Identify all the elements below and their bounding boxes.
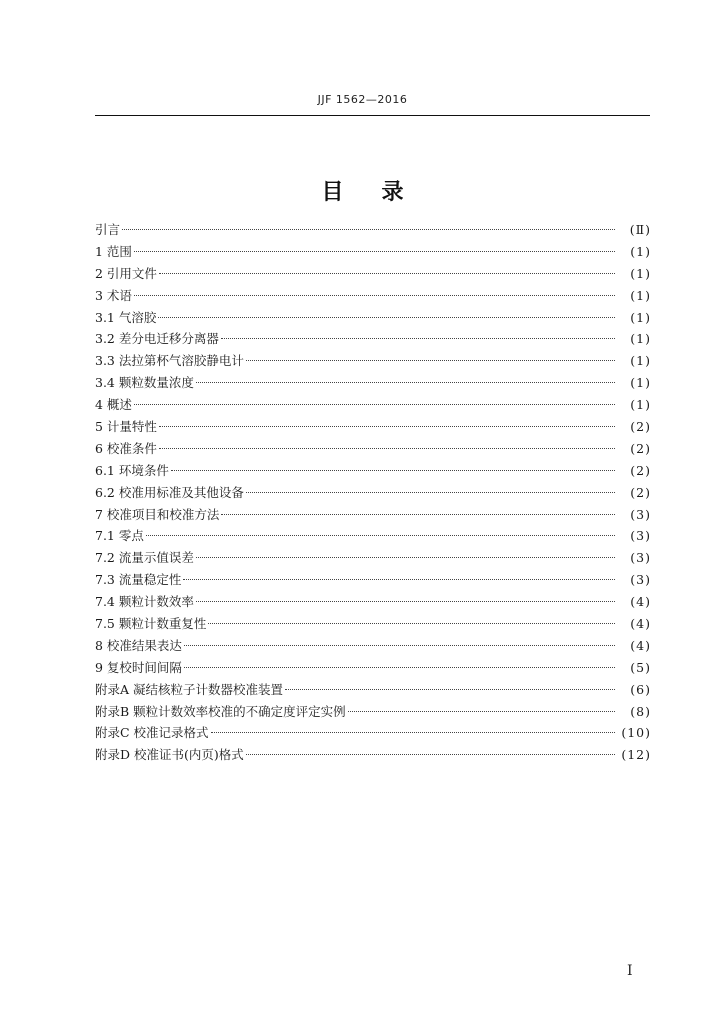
toc-entry-label: 7.5 颗粒计数重复性	[95, 616, 207, 632]
toc-entry	[95, 679, 651, 701]
toc-entry	[95, 504, 651, 526]
toc-entry	[95, 350, 651, 372]
toc-dot-leader	[208, 623, 615, 624]
toc-entry-label: 6.1 环境条件	[95, 462, 169, 478]
toc-entry-label: 3.1 气溶胶	[95, 309, 157, 325]
toc-entry-label: 附录B 颗粒计数效率校准的不确定度评定实例	[95, 703, 346, 719]
toc-entry-label: 7.3 流量稳定性	[95, 572, 182, 588]
toc-entry	[95, 657, 651, 679]
toc-entry	[95, 438, 651, 460]
toc-entry-page: (3)	[630, 506, 651, 522]
toc-dot-leader	[159, 448, 615, 449]
toc-dot-leader	[184, 667, 615, 668]
toc-entry-label: 附录A 凝结核粒子计数器校准装置	[95, 681, 284, 697]
toc-entry	[95, 460, 651, 482]
toc-dot-leader	[146, 535, 615, 536]
toc-dot-leader	[246, 492, 615, 493]
toc-dot-leader	[196, 557, 615, 558]
toc-entry-page: (6)	[630, 681, 651, 697]
toc-dot-leader	[122, 229, 615, 230]
toc-entry	[95, 219, 651, 241]
toc-entry	[95, 285, 651, 307]
toc-dot-leader	[158, 317, 615, 318]
toc-list	[95, 219, 651, 766]
toc-entry-label: 7.1 零点	[95, 528, 144, 544]
toc-entry-label: 6.2 校准用标准及其他设备	[95, 484, 244, 500]
toc-entry	[95, 591, 651, 613]
toc-entry-page: (1)	[630, 287, 651, 303]
toc-dot-leader	[246, 360, 615, 361]
toc-entry-page: (8)	[630, 703, 651, 719]
toc-entry	[95, 263, 651, 285]
toc-entry-page: (3)	[630, 528, 651, 544]
toc-dot-leader	[221, 338, 615, 339]
toc-dot-leader	[171, 470, 615, 471]
toc-entry-page: (1)	[630, 397, 651, 413]
toc-title: 目录	[321, 180, 442, 205]
toc-entry-page: (1)	[630, 243, 651, 259]
toc-entry-label: 3 术语	[95, 287, 132, 303]
toc-entry	[95, 635, 651, 657]
toc-entry-label: 引言	[95, 222, 121, 237]
toc-dot-leader	[159, 273, 615, 274]
toc-entry-label: 9 复校时间间隔	[95, 659, 182, 675]
toc-dot-leader	[134, 295, 615, 296]
toc-entry-page: (4)	[630, 637, 651, 653]
toc-entry-label: 5 计量特性	[95, 419, 157, 435]
toc-dot-leader	[134, 251, 615, 252]
toc-entry	[95, 525, 651, 547]
toc-entry	[95, 744, 651, 766]
toc-entry-page: (2)	[630, 484, 651, 500]
toc-entry-label: 1 范围	[95, 243, 132, 259]
toc-dot-leader	[184, 645, 615, 646]
toc-dot-leader	[221, 514, 615, 515]
toc-entry-page: (5)	[630, 659, 651, 675]
toc-entry-label: 3.4 颗粒数量浓度	[95, 375, 194, 391]
toc-entry	[95, 394, 651, 416]
toc-entry-page: (4)	[630, 616, 651, 632]
toc-entry-page: (1)	[630, 309, 651, 325]
toc-dot-leader	[246, 754, 615, 755]
toc-entry	[95, 241, 651, 263]
toc-entry-page: (1)	[630, 375, 651, 391]
toc-entry	[95, 569, 651, 591]
toc-entry-page: (4)	[630, 594, 651, 610]
toc-entry-label: 8 校准结果表达	[95, 637, 182, 653]
toc-entry-label: 附录D 校准证书(内页)格式	[95, 747, 244, 763]
toc-entry-label: 3.3 法拉第杯气溶胶静电计	[95, 353, 244, 369]
toc-entry-page: (3)	[630, 550, 651, 566]
toc-entry-label: 7.4 颗粒计数效率	[95, 594, 194, 610]
toc-dot-leader	[134, 404, 615, 405]
toc-entry-label: 7.2 流量示值误差	[95, 550, 194, 566]
toc-dot-leader	[348, 711, 615, 712]
toc-entry-page: (1)	[630, 353, 651, 369]
toc-entry-page: (3)	[630, 572, 651, 588]
toc-entry-page: (12)	[621, 747, 651, 763]
toc-entry-label: 2 引用文件	[95, 265, 157, 281]
toc-entry-page: (2)	[630, 462, 651, 478]
toc-entry-page: (Ⅱ)	[629, 222, 651, 237]
toc-dot-leader	[183, 579, 615, 580]
standard-code-header: JJF 1562—2016	[317, 93, 408, 106]
toc-dot-leader	[211, 732, 615, 733]
toc-entry	[95, 328, 651, 350]
toc-entry-label: 3.2 差分电迁移分离器	[95, 331, 219, 347]
toc-entry-label: 6 校准条件	[95, 440, 157, 456]
toc-entry	[95, 701, 651, 723]
toc-entry-label: 附录C 校准记录格式	[95, 725, 209, 741]
toc-dot-leader	[285, 689, 615, 690]
toc-entry-page: (2)	[630, 419, 651, 435]
toc-entry	[95, 416, 651, 438]
header-rule	[95, 115, 650, 116]
toc-entry-page: (10)	[621, 725, 651, 741]
toc-dot-leader	[196, 382, 615, 383]
toc-entry	[95, 482, 651, 504]
toc-entry-label: 7 校准项目和校准方法	[95, 506, 220, 522]
toc-entry-page: (2)	[630, 440, 651, 456]
toc-entry-page: (1)	[630, 265, 651, 281]
footer-page-number: I	[627, 963, 633, 979]
toc-entry	[95, 307, 651, 329]
toc-entry	[95, 722, 651, 744]
toc-dot-leader	[196, 601, 615, 602]
toc-entry	[95, 372, 651, 394]
toc-dot-leader	[159, 426, 615, 427]
toc-entry	[95, 613, 651, 635]
toc-entry-page: (1)	[630, 331, 651, 347]
toc-entry	[95, 547, 651, 569]
toc-entry-label: 4 概述	[95, 397, 132, 413]
